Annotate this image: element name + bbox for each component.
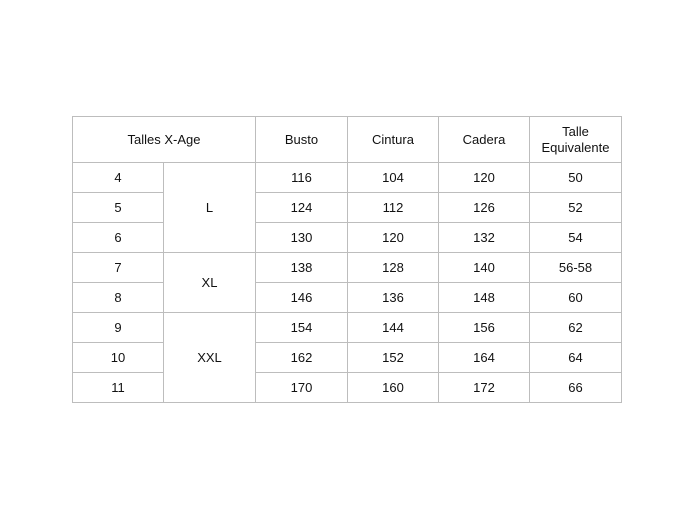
header-talles: Talles X-Age <box>73 117 256 163</box>
cintura-cell: 136 <box>348 283 439 313</box>
table-row <box>73 373 622 403</box>
table-row <box>73 163 622 193</box>
header-busto: Busto <box>256 117 348 163</box>
equivalente-cell: 64 <box>530 343 622 373</box>
age-cell: 9 <box>73 313 164 343</box>
age-cell: 10 <box>73 343 164 373</box>
size-group-cell: XL <box>164 253 256 313</box>
age-cell: 6 <box>73 223 164 253</box>
busto-cell: 170 <box>256 373 348 403</box>
equivalente-cell: 60 <box>530 283 622 313</box>
equivalente-cell: 52 <box>530 193 622 223</box>
table-row <box>73 253 622 283</box>
equivalente-cell: 66 <box>530 373 622 403</box>
cadera-cell: 140 <box>439 253 530 283</box>
cadera-cell: 120 <box>439 163 530 193</box>
busto-cell: 130 <box>256 223 348 253</box>
busto-cell: 154 <box>256 313 348 343</box>
age-cell: 11 <box>73 373 164 403</box>
equivalente-cell: 54 <box>530 223 622 253</box>
size-chart-table <box>72 116 622 403</box>
busto-cell: 116 <box>256 163 348 193</box>
table-row <box>73 343 622 373</box>
cintura-cell: 144 <box>348 313 439 343</box>
cadera-cell: 126 <box>439 193 530 223</box>
busto-cell: 124 <box>256 193 348 223</box>
table-row <box>73 223 622 253</box>
age-cell: 5 <box>73 193 164 223</box>
cadera-cell: 148 <box>439 283 530 313</box>
header-cintura: Cintura <box>348 117 439 163</box>
equivalente-cell: 62 <box>530 313 622 343</box>
table-header-row <box>73 117 622 163</box>
cintura-cell: 160 <box>348 373 439 403</box>
header-equivalente-line2: Equivalente <box>541 139 610 155</box>
age-cell: 8 <box>73 283 164 313</box>
cadera-cell: 172 <box>439 373 530 403</box>
size-group-cell: L <box>164 163 256 253</box>
cintura-cell: 120 <box>348 223 439 253</box>
table-row <box>73 283 622 313</box>
size-group-cell: XXL <box>164 313 256 403</box>
equivalente-cell: 50 <box>530 163 622 193</box>
cintura-cell: 152 <box>348 343 439 373</box>
cintura-cell: 104 <box>348 163 439 193</box>
age-cell: 4 <box>73 163 164 193</box>
equivalente-cell: 56-58 <box>530 253 622 283</box>
header-equivalente-line1: Talle <box>562 123 589 139</box>
table-row <box>73 313 622 343</box>
cintura-cell: 112 <box>348 193 439 223</box>
cadera-cell: 164 <box>439 343 530 373</box>
header-cadera: Cadera <box>439 117 530 163</box>
busto-cell: 146 <box>256 283 348 313</box>
cadera-cell: 156 <box>439 313 530 343</box>
table-row <box>73 193 622 223</box>
busto-cell: 162 <box>256 343 348 373</box>
cadera-cell: 132 <box>439 223 530 253</box>
header-talle-equivalente <box>530 117 622 163</box>
cintura-cell: 128 <box>348 253 439 283</box>
age-cell: 7 <box>73 253 164 283</box>
busto-cell: 138 <box>256 253 348 283</box>
